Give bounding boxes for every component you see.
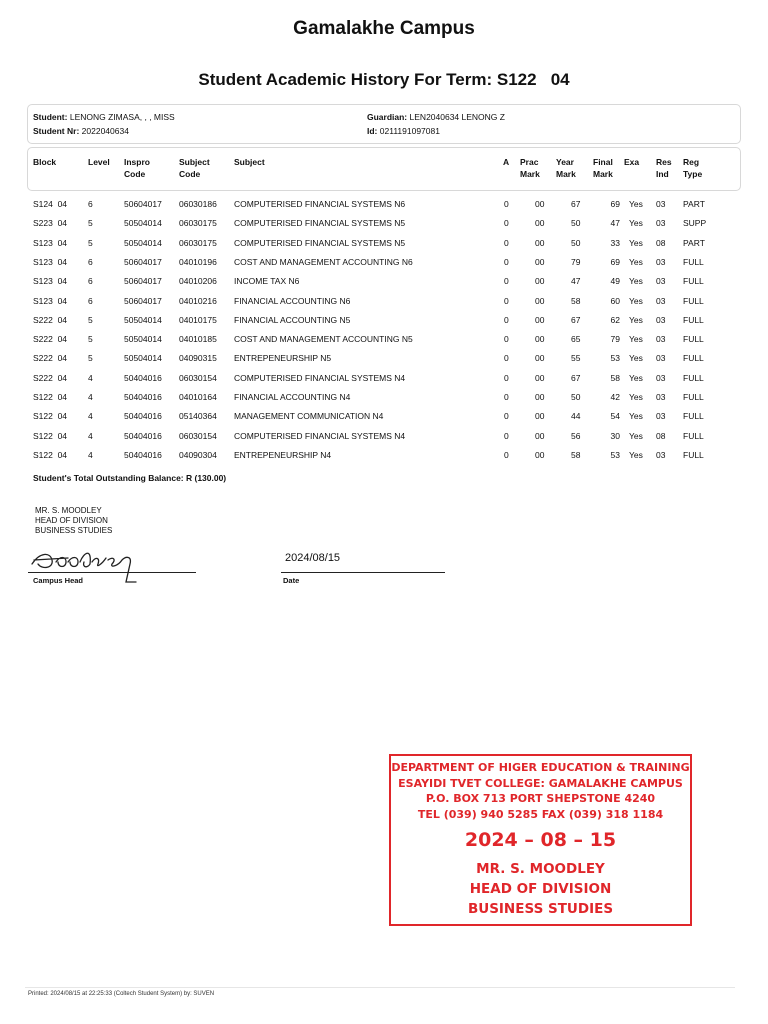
cell-block: S123 04 — [33, 237, 68, 248]
col-year-line2: Mark — [556, 169, 576, 179]
cell-prac-mark: 00 — [535, 372, 545, 383]
official-stamp — [389, 754, 692, 926]
student-nr-line — [33, 126, 129, 136]
col-final-line1: Final — [593, 157, 613, 167]
col-inspro-line1: Inspro — [124, 157, 150, 167]
cell-inspro-code: 50504014 — [124, 237, 162, 248]
cell-prac-mark: 00 — [535, 237, 545, 248]
cell-prac-mark: 00 — [535, 314, 545, 325]
table-row — [0, 392, 768, 406]
cell-prac-mark: 00 — [535, 276, 545, 287]
cell-inspro-code: 50404016 — [124, 430, 162, 441]
cell-a: 0 — [504, 334, 509, 345]
cell-year-mark: 67 — [571, 199, 581, 209]
cell-final-mark: 79 — [610, 334, 620, 345]
table-row — [0, 431, 768, 445]
cell-block: S122 04 — [33, 392, 68, 402]
cell-a: 0 — [504, 295, 509, 306]
signer-block — [35, 506, 112, 536]
cell-inspro-code: 50504014 — [124, 314, 162, 325]
signer-title: HEAD OF DIVISION — [35, 516, 108, 525]
table-row — [0, 334, 768, 348]
stamp-title: HEAD OF DIVISION — [469, 881, 612, 897]
cell-a: 0 — [504, 237, 509, 248]
col-prac-mark — [520, 156, 540, 180]
col-year-line1: Year — [556, 157, 574, 167]
cell-year-mark: 44 — [571, 411, 581, 422]
table-row — [0, 411, 768, 425]
cell-subject-code: 06030154 — [179, 372, 217, 383]
cell-subject: COST AND MANAGEMENT ACCOUNTING N5 — [234, 334, 413, 345]
table-row — [0, 353, 768, 367]
cell-exa: Yes — [629, 392, 643, 402]
cell-block: S122 04 — [33, 449, 68, 460]
cell-level: 5 — [88, 237, 93, 248]
cell-subject-code: 04010206 — [179, 276, 217, 287]
cell-reg-type: FULL — [683, 276, 704, 287]
student-nr: 2022040634 — [81, 126, 129, 136]
cell-res-ind: 03 — [656, 449, 666, 460]
cell-reg-type: PART — [683, 199, 705, 209]
signature-date: 2024/08/15 — [285, 552, 341, 564]
cell-subject: FINANCIAL ACCOUNTING N6 — [234, 295, 351, 306]
stamp-address: P.O. BOX 713 PORT SHEPSTONE 4240 — [425, 792, 656, 805]
cell-res-ind: 08 — [656, 237, 666, 248]
cell-res-ind: 08 — [656, 430, 666, 441]
cell-exa: Yes — [629, 449, 643, 460]
col-subject-code — [179, 156, 210, 180]
cell-reg-type: FULL — [683, 353, 704, 364]
cell-level: 5 — [88, 314, 93, 325]
cell-a: 0 — [504, 276, 509, 287]
campus-title: Gamalakhe Campus — [293, 18, 475, 39]
cell-subject-code: 04090315 — [179, 353, 217, 364]
cell-final-mark: 69 — [610, 199, 620, 209]
stamp-phone: TEL (039) 940 5285 FAX (039) 318 1184 — [417, 807, 664, 821]
cell-inspro-code: 50604017 — [124, 295, 162, 306]
cell-exa: Yes — [629, 314, 643, 325]
cell-level: 6 — [88, 295, 93, 306]
outstanding-balance: Student's Total Outstanding Balance: R (130.00) — [33, 473, 227, 483]
student-name-line — [33, 112, 175, 122]
cell-exa: Yes — [629, 430, 643, 441]
stamp-department: DEPARTMENT OF HIGER EDUCATION & TRAINING — [391, 761, 690, 774]
cell-subject: ENTREPENEURSHIP N5 — [234, 353, 332, 364]
table-row — [0, 296, 768, 310]
col-block: Block — [33, 157, 57, 167]
cell-subject: COMPUTERISED FINANCIAL SYSTEMS N5 — [234, 237, 406, 248]
guardian-value: LEN2040634 LENONG Z — [409, 112, 505, 122]
stamp-name: MR. S. MOODLEY — [476, 861, 605, 877]
stamp-department-name: BUSINESS STUDIES — [467, 901, 614, 917]
cell-inspro-code: 50604017 — [124, 199, 162, 209]
cell-subject: COMPUTERISED FINANCIAL SYSTEMS N6 — [234, 199, 406, 209]
cell-res-ind: 03 — [656, 353, 666, 364]
cell-year-mark: 65 — [571, 334, 581, 345]
col-prac-line1: Prac — [520, 157, 539, 167]
col-prac-line2: Mark — [520, 169, 540, 179]
cell-level: 6 — [88, 256, 93, 267]
cell-block: S122 04 — [33, 430, 68, 441]
cell-subject-code: 06030175 — [179, 218, 217, 229]
id-value: 0211191097081 — [379, 126, 440, 136]
col-inspro-line2: Code — [124, 169, 146, 179]
cell-block: S223 04 — [33, 218, 68, 229]
col-final-line2: Mark — [593, 169, 613, 179]
cell-level: 4 — [88, 392, 93, 402]
cell-prac-mark: 00 — [535, 449, 545, 460]
cell-subject: MANAGEMENT COMMUNICATION N4 — [234, 411, 384, 422]
cell-reg-type: SUPP — [683, 218, 707, 229]
cell-block: S222 04 — [33, 353, 68, 364]
cell-res-ind: 03 — [656, 199, 666, 209]
cell-subject: COST AND MANAGEMENT ACCOUNTING N6 — [234, 256, 413, 267]
print-footer: Printed: 2024/08/15 at 22:25:33 (Coltech Student System) by: SUVEN — [28, 991, 215, 997]
cell-final-mark: 62 — [610, 314, 620, 325]
cell-prac-mark: 00 — [535, 199, 545, 209]
cell-subject-code: 06030186 — [179, 199, 217, 209]
cell-year-mark: 56 — [571, 430, 581, 441]
cell-prac-mark: 00 — [535, 353, 545, 364]
cell-prac-mark: 00 — [535, 334, 545, 345]
cell-inspro-code: 50504014 — [124, 218, 162, 229]
cell-a: 0 — [504, 430, 509, 441]
cell-year-mark: 79 — [571, 256, 581, 267]
cell-a: 0 — [504, 372, 509, 383]
cell-prac-mark: 00 — [535, 411, 545, 422]
cell-year-mark: 58 — [571, 449, 581, 460]
cell-year-mark: 58 — [571, 295, 581, 306]
cell-res-ind: 03 — [656, 218, 666, 229]
cell-a: 0 — [504, 256, 509, 267]
student-name: LENONG ZIMASA, , , MISS — [69, 112, 175, 122]
table-row — [0, 450, 768, 464]
date-label: Date — [283, 576, 300, 585]
campus-head-line — [28, 572, 196, 573]
student-label: Student: — [33, 112, 68, 122]
cell-inspro-code: 50604017 — [124, 256, 162, 267]
col-subject: Subject — [234, 157, 265, 167]
cell-subject: COMPUTERISED FINANCIAL SYSTEMS N4 — [234, 372, 406, 383]
stamp-college: ESAYIDI TVET COLLEGE: GAMALAKHE CAMPUS — [398, 776, 683, 790]
cell-year-mark: 50 — [571, 392, 581, 402]
cell-year-mark: 50 — [571, 237, 581, 248]
cell-inspro-code: 50404016 — [124, 392, 162, 402]
cell-subject-code: 06030175 — [179, 237, 217, 248]
cell-level: 5 — [88, 353, 93, 364]
col-res-line2: Ind — [656, 169, 669, 179]
cell-prac-mark: 00 — [535, 256, 545, 267]
cell-level: 4 — [88, 430, 93, 441]
cell-block: S222 04 — [33, 334, 68, 345]
cell-a: 0 — [504, 314, 509, 325]
cell-final-mark: 49 — [610, 276, 620, 287]
cell-exa: Yes — [629, 256, 643, 267]
student-info-box — [27, 104, 741, 144]
cell-a: 0 — [504, 411, 509, 422]
cell-reg-type: FULL — [683, 334, 704, 345]
cell-exa: Yes — [629, 334, 643, 345]
cell-exa: Yes — [629, 295, 643, 306]
cell-subject: COMPUTERISED FINANCIAL SYSTEMS N5 — [234, 218, 406, 229]
cell-res-ind: 03 — [656, 295, 666, 306]
cell-res-ind: 03 — [656, 256, 666, 267]
cell-reg-type: FULL — [683, 372, 704, 383]
cell-final-mark: 33 — [610, 237, 620, 248]
col-reg-line2: Type — [683, 169, 703, 179]
cell-prac-mark: 00 — [535, 430, 545, 441]
cell-reg-type: FULL — [683, 314, 704, 325]
cell-prac-mark: 00 — [535, 295, 545, 306]
cell-final-mark: 42 — [610, 392, 620, 402]
cell-level: 5 — [88, 334, 93, 345]
id-line — [367, 126, 440, 136]
table-row — [0, 238, 768, 252]
cell-a: 0 — [504, 449, 509, 460]
cell-exa: Yes — [629, 237, 643, 248]
id-label: Id: — [367, 126, 378, 136]
cell-final-mark: 53 — [610, 353, 620, 364]
cell-exa: Yes — [629, 276, 643, 287]
cell-subject-code: 05140364 — [179, 411, 217, 422]
cell-inspro-code: 50404016 — [124, 449, 162, 460]
cell-block: S123 04 — [33, 295, 68, 306]
cell-inspro-code: 50404016 — [124, 372, 162, 383]
cell-level: 4 — [88, 372, 93, 383]
footer-divider — [25, 987, 735, 988]
col-year-mark — [556, 156, 576, 180]
cell-res-ind: 03 — [656, 276, 666, 287]
cell-reg-type: FULL — [683, 392, 704, 402]
cell-block: S222 04 — [33, 314, 68, 325]
cell-subject-code: 04010196 — [179, 256, 217, 267]
signer-name: MR. S. MOODLEY — [35, 506, 102, 515]
cell-subject: FINANCIAL ACCOUNTING N4 — [234, 392, 351, 402]
table-row — [0, 257, 768, 271]
cell-subject: INCOME TAX N6 — [234, 276, 300, 287]
stamp-date: 2024 – 08 – 15 — [464, 829, 617, 851]
col-inspro-code — [124, 156, 150, 180]
table-row — [0, 315, 768, 329]
cell-year-mark: 67 — [571, 372, 581, 383]
guardian-line — [367, 112, 505, 122]
cell-subject: FINANCIAL ACCOUNTING N5 — [234, 314, 351, 325]
cell-res-ind: 03 — [656, 411, 666, 422]
cell-year-mark: 50 — [571, 218, 581, 229]
cell-a: 0 — [504, 218, 509, 229]
cell-block: S122 04 — [33, 411, 68, 422]
cell-subject-code: 04090304 — [179, 449, 217, 460]
cell-subject-code: 04010175 — [179, 314, 217, 325]
cell-subject: COMPUTERISED FINANCIAL SYSTEMS N4 — [234, 430, 406, 441]
cell-exa: Yes — [629, 218, 643, 229]
guardian-label: Guardian: — [367, 112, 408, 122]
cell-a: 0 — [504, 353, 509, 364]
cell-inspro-code: 50504014 — [124, 334, 162, 345]
cell-prac-mark: 00 — [535, 218, 545, 229]
cell-reg-type: FULL — [683, 256, 704, 267]
col-final-mark — [593, 156, 613, 180]
cell-res-ind: 03 — [656, 372, 666, 383]
cell-year-mark: 47 — [571, 276, 581, 287]
col-subject-code-line2: Code — [179, 169, 201, 179]
cell-final-mark: 54 — [610, 411, 620, 422]
cell-subject-code: 04010216 — [179, 295, 217, 306]
cell-final-mark: 69 — [610, 256, 620, 267]
col-subject-code-line1: Subject — [179, 157, 210, 167]
table-row — [0, 218, 768, 232]
cell-level: 6 — [88, 276, 93, 287]
cell-final-mark: 58 — [610, 372, 620, 383]
col-reg-line1: Reg — [683, 157, 700, 167]
cell-block: S123 04 — [33, 276, 68, 287]
signer-department: BUSINESS STUDIES — [35, 526, 113, 535]
cell-year-mark: 67 — [571, 314, 581, 325]
table-row — [0, 373, 768, 387]
cell-inspro-code: 50504014 — [124, 353, 162, 364]
cell-reg-type: FULL — [683, 449, 704, 460]
cell-res-ind: 03 — [656, 314, 666, 325]
table-row — [0, 199, 768, 213]
cell-subject-code: 06030154 — [179, 430, 217, 441]
cell-level: 5 — [88, 218, 93, 229]
cell-level: 6 — [88, 199, 93, 209]
cell-level: 4 — [88, 449, 93, 460]
cell-inspro-code: 50404016 — [124, 411, 162, 422]
cell-exa: Yes — [629, 411, 643, 422]
campus-head-label: Campus Head — [33, 576, 84, 585]
cell-subject-code: 04010164 — [179, 392, 217, 402]
date-line — [281, 572, 445, 573]
cell-reg-type: FULL — [683, 430, 704, 441]
cell-prac-mark: 00 — [535, 392, 545, 402]
table-row — [0, 276, 768, 290]
cell-final-mark: 47 — [610, 218, 620, 229]
col-a: A — [503, 157, 510, 167]
cell-block: S124 04 — [33, 199, 68, 209]
col-level: Level — [88, 157, 110, 167]
col-exa: Exa — [624, 157, 640, 167]
cell-exa: Yes — [629, 372, 643, 383]
cell-final-mark: 30 — [610, 430, 620, 441]
cell-res-ind: 03 — [656, 334, 666, 345]
cell-block: S222 04 — [33, 372, 68, 383]
cell-exa: Yes — [629, 353, 643, 364]
col-res-ind — [656, 156, 672, 180]
col-res-line1: Res — [656, 157, 672, 167]
cell-reg-type: PART — [683, 237, 705, 248]
cell-final-mark: 60 — [610, 295, 620, 306]
cell-inspro-code: 50604017 — [124, 276, 162, 287]
page-title: Student Academic History For Term: S122 04 — [198, 70, 570, 89]
cell-year-mark: 55 — [571, 353, 581, 364]
col-reg-type — [683, 156, 702, 180]
cell-reg-type: FULL — [683, 411, 704, 422]
student-nr-label: Student Nr: — [33, 126, 80, 136]
cell-reg-type: FULL — [683, 295, 704, 306]
cell-level: 4 — [88, 411, 93, 422]
cell-final-mark: 53 — [610, 449, 620, 460]
cell-exa: Yes — [629, 199, 643, 209]
cell-a: 0 — [504, 392, 509, 402]
cell-res-ind: 03 — [656, 392, 666, 402]
cell-subject: ENTREPENEURSHIP N4 — [234, 449, 332, 460]
cell-subject-code: 04010185 — [179, 334, 217, 345]
cell-block: S123 04 — [33, 256, 68, 267]
cell-a: 0 — [504, 199, 509, 209]
